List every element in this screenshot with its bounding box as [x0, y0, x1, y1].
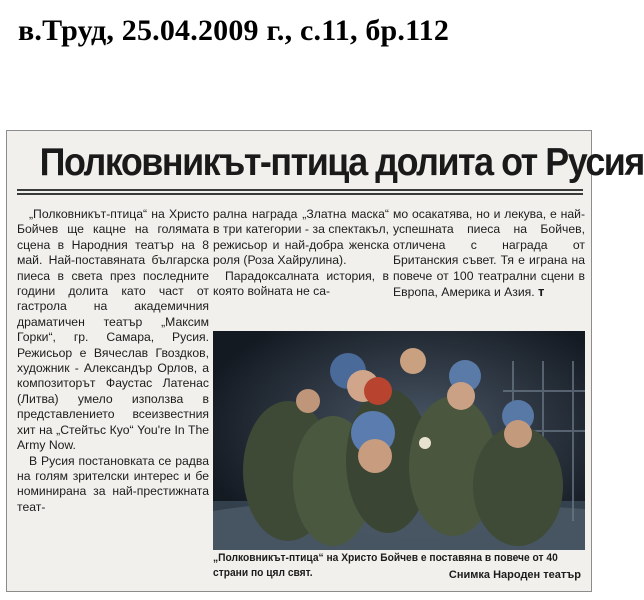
headline-rule-bottom	[17, 193, 583, 195]
photo-caption: „Полковникът-птица“ на Христо Бойчев е поставяна в повече от 40 страни по цял свят.	[213, 552, 558, 579]
paragraph: Парадоксалната история, в която войната не са-	[213, 268, 389, 299]
headline: Полковникът-птица долита от Русия	[39, 141, 644, 184]
source-line: в.Труд, 25.04.2009 г., с.11, бр.112	[18, 14, 450, 47]
article-column-3	[393, 207, 585, 300]
article-column-2	[213, 207, 389, 299]
paragraph	[393, 207, 585, 300]
photo-illustration	[213, 331, 585, 550]
newspaper-clipping	[6, 130, 644, 592]
paragraph-text: мо осакатява, но и лекува, е най-успешната пиеса на Бойчев, отличена с награда от Британския съвет. Тя е играна на повече от 100 театрални сцени в Европа, Америка и Азия.	[393, 207, 585, 300]
theatre-stage-photo	[213, 331, 585, 550]
paragraph: В Русия постановката се радва на голям зрителски интерес и бе номинирана за най-престижната теат-	[17, 453, 209, 514]
paragraph: рална награда „Златна маска“ в три категории - за спектакъл, режисьор и най-добра женска роля (Роза Хайрулина).	[213, 207, 389, 268]
headline-rule-top	[17, 189, 583, 191]
article-column-1	[17, 207, 209, 587]
paragraph: „Полковникът-птица“ на Христо Бойчев ще кацне на голямата сцена в Народния театър на 8 май. Най-поставяната българска пиеса в света през последните години долита като част от гастрола на академичния драматичен театър „Максим Горки“, гр. Самара, Русия. Режисьор е Вячеслав Гвоздков, художник - Александър Орлов, а композиторът Фаустас Латенас (Литва) умело използва в представлението всеизвестния хит на „Стейтьс Куо“ You're In The Army Now.	[17, 207, 209, 453]
photo-credit: Снимка Народен театър	[448, 569, 581, 581]
end-mark: т	[538, 284, 545, 300]
